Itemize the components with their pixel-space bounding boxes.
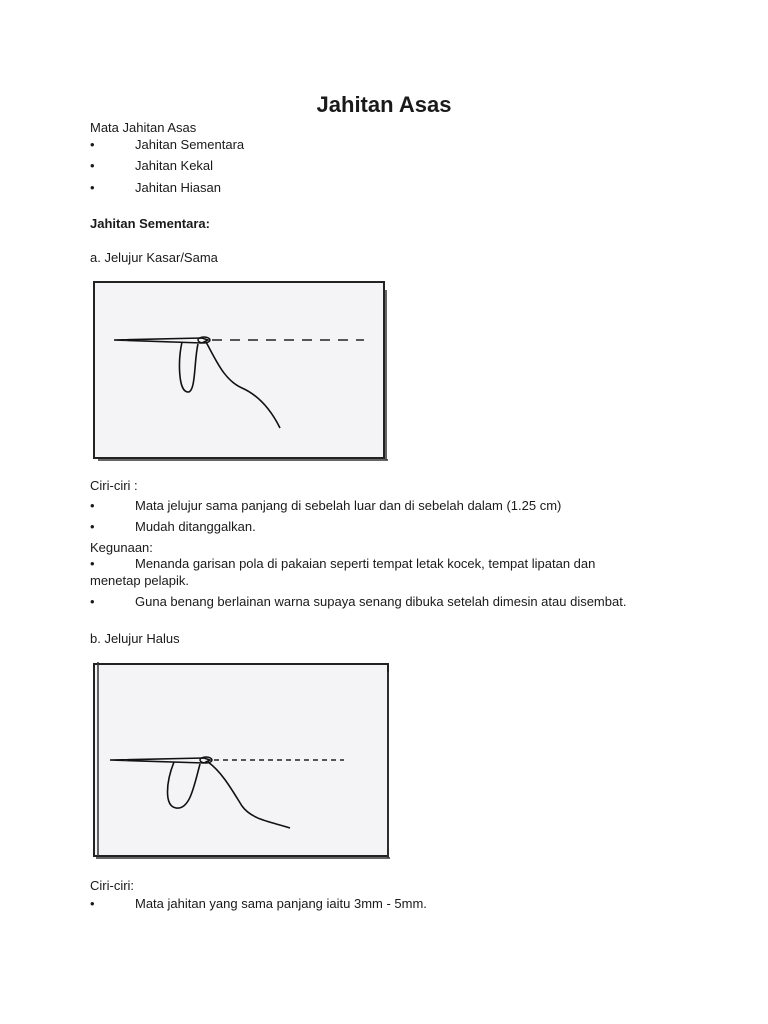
intro-list-item: Jahitan Kekal [135, 158, 214, 173]
bullet-icon: • [90, 137, 95, 152]
part-b-ciri-heading: Ciri-ciri: [90, 878, 135, 893]
part-a-kegunaan-item: Menanda garisan pola di pakaian seperti tempat letak kocek, tempat lipatan dan [135, 556, 596, 571]
part-a-kegunaan-item: Guna benang berlainan warna supaya senang dibuka setelah dimesin atau disembat. [135, 594, 627, 609]
part-a-ciri-item: Mata jelujur sama panjang di sebelah luar dan di sebelah dalam (1.25 cm) [135, 498, 562, 513]
part-a-heading: a. Jelujur Kasar/Sama [90, 250, 218, 265]
part-b-ciri-item: Mata jahitan yang sama panjang iaitu 3mm - 5mm. [135, 896, 427, 911]
part-a-kegunaan-heading: Kegunaan: [90, 540, 153, 555]
intro-list-item: Jahitan Sementara [135, 137, 245, 152]
part-a-kegunaan-item-continuation: menetap pelapik. [90, 573, 190, 588]
bullet-icon: • [90, 519, 95, 534]
bullet-icon: • [90, 158, 95, 173]
fine-stitch-illustration [92, 660, 394, 864]
tacking-stitch-illustration [92, 280, 392, 466]
bullet-icon: • [90, 498, 95, 513]
bullet-icon: • [90, 556, 95, 571]
bullet-icon: • [90, 896, 95, 911]
fabric-outline [94, 282, 384, 458]
part-a-ciri-heading: Ciri-ciri : [90, 478, 138, 493]
bullet-icon: • [90, 180, 95, 195]
intro-heading: Mata Jahitan Asas [90, 120, 197, 135]
part-a-ciri-item: Mudah ditanggalkan. [135, 519, 256, 534]
intro-list-item: Jahitan Hiasan [135, 180, 221, 195]
part-b-heading: b. Jelujur Halus [90, 631, 180, 646]
page-title: Jahitan Asas [316, 92, 452, 117]
bullet-icon: • [90, 594, 95, 609]
section-heading: Jahitan Sementara: [90, 216, 210, 231]
